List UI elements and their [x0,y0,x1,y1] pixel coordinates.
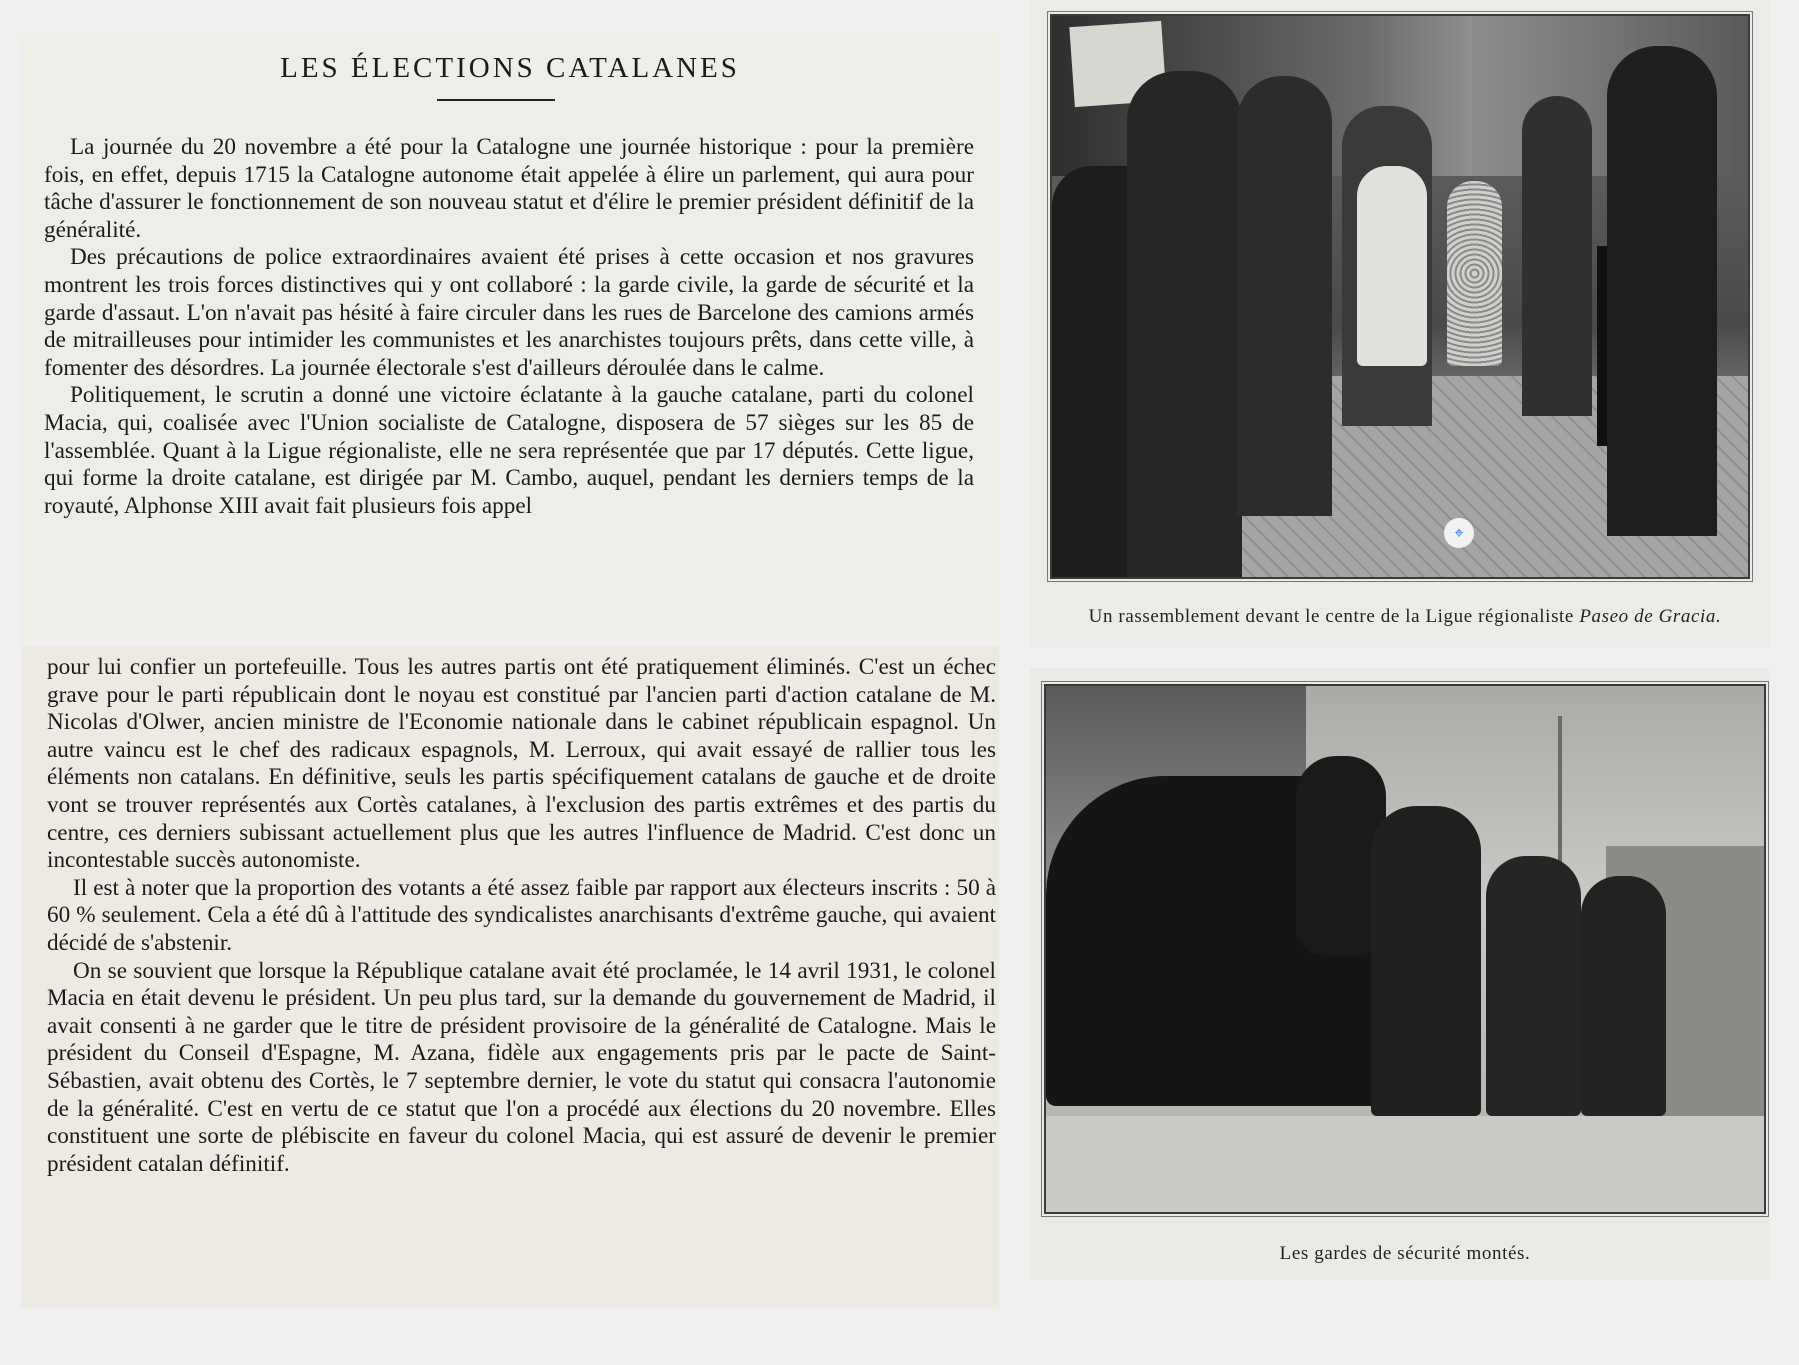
photo-caption-gathering [1040,606,1770,628]
article-column-top [44,134,974,520]
paragraph: Politiquement, le scrutin a donné une victoire éclatante à la gauche catalane, parti du colonel Macia, qui, coalisée avec l'Union socialiste de Catalogne, disposera de 57 sièges sur les 85 de l'assemblée. Quant à la Ligue régionaliste, elle ne sera représentée que par 17 députés. Cette ligue, qui forme la droite catalane, est dirigée par M. Cambo, auquel, pendant les derniers temps de la royauté, Alphonse XIII avait fait plusieurs fois appel [44,382,974,519]
girl-white-dress [1357,166,1427,366]
paragraph: La journée du 20 novembre a été pour la Catalogne une journée historique : pour la première fois, en effet, depuis 1715 la Catalogne autonome était appelée à élire un parlement, qui aura pour tâche d'assurer le fonctionnement de son nouveau statut et d'élire le premier président définitif de la généralité. [44,134,974,243]
girl-patterned-dress [1447,181,1502,366]
title-divider [437,99,555,101]
person-silhouette [1522,96,1592,416]
article-title: LES ÉLECTIONS CATALANES [280,52,740,84]
article-text-block-bottom [21,646,999,1308]
photo-caption-guards: Les gardes de sécurité montés. [1279,1243,1531,1264]
photo-mounted-security-guards [1044,684,1766,1214]
street-ground [1046,1116,1764,1212]
paragraph: Il est à noter que la proportion des votants a été assez faible par rapport aux électeurs inscrits : 50 à 60 % seulement. Cela a été dû à l'attitude des syndicalistes anarchisants d'extrême gauche, qui avaient décidé de s'abstenir. [47,874,996,956]
paragraph: Des précautions de police extraordinaires avaient été prises à cette occasion et nos gravures montrent les trois forces distinctives qui y ont collaboré : la garde civile, la garde de sécurité et la garde d'assaut. L'on n'avait pas hésité à faire circuler dans les rues de Barcelone des camions armés de mitrailleuses pour intimider les communistes et les anarchistes toujours prêts, dans cette ville, à fomenter des désordres. La journée électorale s'est d'ailleurs déroulée dans le calme. [44,244,974,381]
visual-search-icon[interactable]: ⌖ [1444,518,1474,548]
photo-gathering-paseo-de-gracia [1050,14,1750,579]
person-silhouette [1237,76,1332,516]
article-column-bottom [47,654,996,1178]
person-silhouette [1127,71,1242,577]
caption-text: Un rassemblement devant le centre de la Ligue régionaliste [1088,606,1580,627]
article-text-block-top [21,34,999,642]
caption-italic-place: Paseo de Gracia. [1579,606,1722,627]
guard-silhouette [1371,806,1481,1116]
paragraph: pour lui confier un portefeuille. Tous les autres partis ont été pratiquement éliminés. C'est un échec grave pour le parti républicain dont le noyau est constitué par l'ancien parti d'action catalane de M. Nicolas d'Olwer, ancien ministre de l'Economie nationale dans le cabinet républicain espagnol. Un autre vaincu est le chef des radicaux espagnols, M. Lerroux, qui avait essayé de rallier tous les éléments non catalans. En définitive, seuls les partis spécifiquement catalans de gauche et de droite vont se trouver représentés aux Cortès catalanes, à l'exclusion des partis extrêmes et des partis du centre, ces derniers subissant actuellement plus que les autres l'influence de Madrid. C'est donc un incontestable succès autonomiste. [47,654,996,874]
man-with-umbrella [1607,46,1717,536]
paragraph: On se souvient que lorsque la République catalane avait été proclamée, le 14 avril 1931, le colonel Macia en était devenu le président. Un peu plus tard, sur la demande du gouvernement de Madrid, il avait consenti à ne garder que le titre de président provisoire de la généralité de Catalogne. Mais le président du Conseil d'Espagne, M. Azana, fidèle aux engagements pris par le pacte de Saint-Sébastien, avait obtenu des Cortès, le 7 septembre dernier, le vote du statut qui consacra l'autonomie de la généralité. C'est en vertu de ce statut que l'on a procédé aux élections du 20 novembre. Elles constituent une sorte de plébiscite en faveur du colonel Macia, qui est assuré de devenir le premier président catalan définitif. [47,957,996,1177]
umbrella [1597,246,1607,446]
guard-silhouette [1486,856,1581,1116]
guard-silhouette [1581,876,1666,1116]
